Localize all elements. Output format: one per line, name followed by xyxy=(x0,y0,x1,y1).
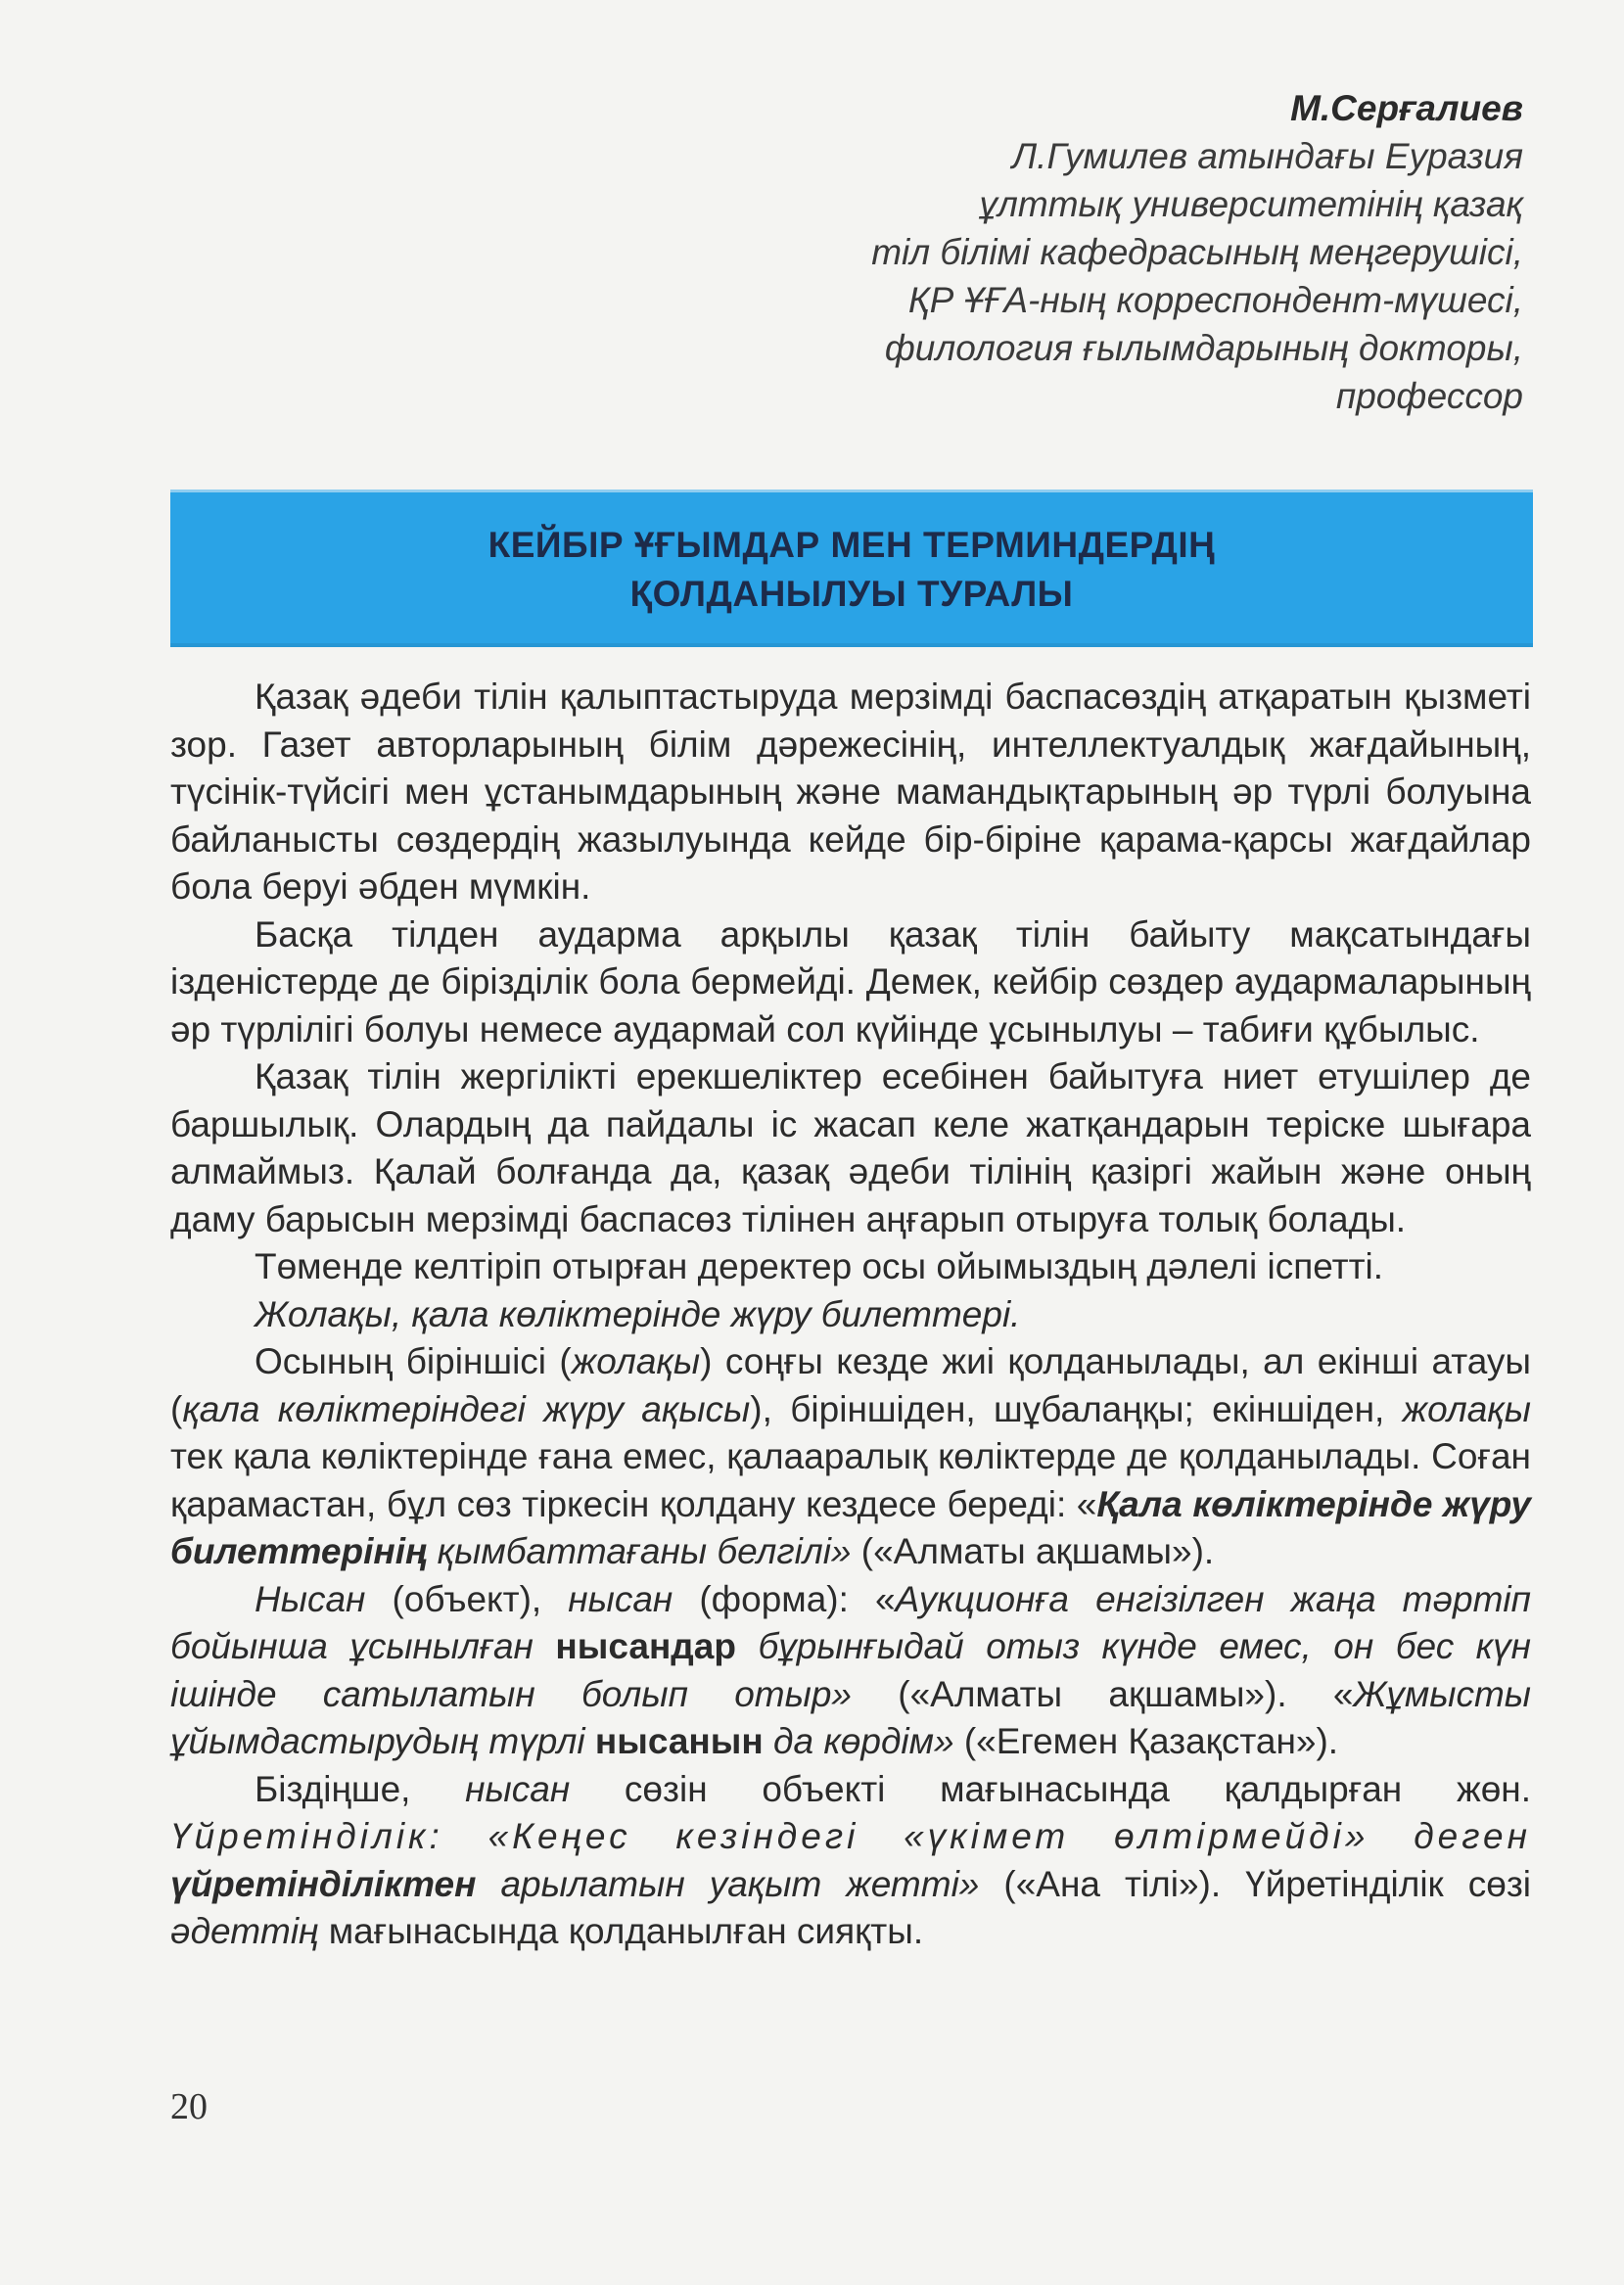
italic-run: нысан xyxy=(568,1578,673,1619)
author-affiliation-line: Л.Гумилев атындағы Еуразия xyxy=(1011,136,1523,176)
bold-italic-run: Қала көліктерінде жүру билеттерінің xyxy=(170,1483,1532,1571)
paragraph-6 xyxy=(170,1338,1531,1576)
italic-run: Нысан xyxy=(255,1578,366,1619)
italic-run: Үйретінділік: «Кеңес кезіндегі «үкімет өлтірмейді» деген xyxy=(170,1816,1531,1856)
italic-run: қымбаттағаны белгілі» xyxy=(427,1531,852,1571)
text-run: тек қала көліктерінде ғана емес, қалааралық көліктерде де қолданылады. Соған қарамастан, бұл сөз тіркесін қолдану кездесе береді: « xyxy=(170,1436,1531,1524)
bold-run: нысанын xyxy=(594,1721,764,1761)
text-run: сөзін объекті мағынасында қалдырған жөн. xyxy=(570,1768,1531,1809)
italic-run: нысан xyxy=(465,1768,571,1809)
text-run: Осының біріншісі ( xyxy=(255,1341,572,1381)
paragraph-1: Қазақ әдеби тілін қалыптастыруда мерзімді баспасөздің атқаратын қызметі зор. Газет авторларының білім дәрежесінің, интеллектуалдық жағдайының, түсінік-түйсігі мен ұстанымдарының және мамандықтарының әр түрлі болуына байланысты сөздердің жазылуында кейде бір-біріне қарама-қарсы жағдайлар бола беруі әбден мүмкін. xyxy=(170,676,1531,907)
bold-run: нысандар xyxy=(555,1626,736,1666)
term-heading: Жолақы, қала көліктерінде жүру билеттері. xyxy=(255,1293,1021,1334)
author-affiliation-line: тіл білімі кафедрасының меңгерушісі, xyxy=(871,232,1523,272)
text-run: ), біріншіден, шұбалаңқы; екіншіден, xyxy=(750,1388,1403,1429)
article-title-line-2: ҚОЛДАНЫЛУЫ ТУРАЛЫ xyxy=(629,574,1074,614)
title-banner xyxy=(170,490,1533,647)
italic-run: Аукционға енгізілген жаңа тәртіп бойынша ұсынылған xyxy=(170,1578,1532,1666)
italic-run: жолақы xyxy=(1402,1388,1531,1429)
author-affiliation-line: ұлттық университетінің қазақ xyxy=(979,184,1523,224)
text-run: («Егемен Қазақстан»). xyxy=(953,1721,1339,1761)
text-run: Біздіңше, xyxy=(255,1768,466,1809)
text-run: ) соңғы кезде жиі қолданылады, ал екінші атауы ( xyxy=(170,1341,1531,1429)
paragraph-4: Төменде келтіріп отырған деректер осы ойымыздың дәлелі іспетті. xyxy=(255,1246,1384,1286)
text-run: («Алматы ақшамы»). xyxy=(851,1531,1215,1571)
text-run: мағынасында қолданылған сияқты. xyxy=(318,1911,924,1951)
article-title-line-1: КЕЙБІР ҰҒЫМДАР МЕН ТЕРМИНДЕРДІҢ xyxy=(487,525,1216,565)
italic-run: Жұмысты ұйымдастырудың түрлі xyxy=(170,1673,1531,1761)
text-run: (форма): « xyxy=(673,1578,896,1619)
italic-run: да көрдім» xyxy=(763,1721,954,1761)
author-affiliation-line: профессор xyxy=(1335,376,1523,416)
page-number: 20 xyxy=(170,2086,208,2127)
bold-italic-run: үйретінділіктен xyxy=(170,1863,477,1904)
paragraph-8 xyxy=(170,1766,1531,1956)
italic-run: әдеттің xyxy=(170,1911,319,1951)
author-block xyxy=(871,84,1523,420)
text-run: («Ана тілі»). Үйретінділік сөзі xyxy=(979,1863,1532,1904)
italic-run: жолақы xyxy=(571,1341,701,1381)
italic-run: қала көліктеріндегі жүру ақысы xyxy=(182,1388,751,1429)
paragraph-5 xyxy=(170,1291,1531,1339)
italic-run: арылатын уақыт жетті» xyxy=(476,1863,980,1904)
article-body xyxy=(170,674,1531,1956)
paragraph-3: Қазақ тілін жергілікті ерекшеліктер есебінен байытуға ниет етушілер де баршылық. Олардың да пайдалы іс жасап келе жатқандарын теріске шығара алмаймыз. Қалай болғанда да, қазақ әдеби тілінің қазіргі жайын және оның даму барысын мерзімді баспасөз тілінен аңғарып отыруға толық болады. xyxy=(170,1056,1531,1239)
italic-run: бұрынғыдай отыз күнде емес, он бес күн ішінде сатылатын болып отыр» xyxy=(170,1626,1531,1714)
author-affiliation-line: филология ғылымдарының докторы, xyxy=(884,328,1523,368)
text-run: (объект), xyxy=(365,1578,569,1619)
paragraph-2: Басқа тілден аударма арқылы қазақ тілін байыту мақсатындағы ізденістерде де бірізділік бола бермейді. Демек, кейбір сөздер аудармаларының әр түрлілігі болуы немесе аудармай сол күйінде ұсынылуы – табиғи құбылыс. xyxy=(170,913,1531,1049)
paragraph-7 xyxy=(170,1576,1531,1766)
text-run: («Алматы ақшамы»). « xyxy=(852,1673,1354,1714)
author-name: М.Серғалиев xyxy=(1290,88,1523,128)
author-affiliation-line: ҚР ҰҒА-ның корреспондент-мүшесі, xyxy=(907,280,1523,320)
